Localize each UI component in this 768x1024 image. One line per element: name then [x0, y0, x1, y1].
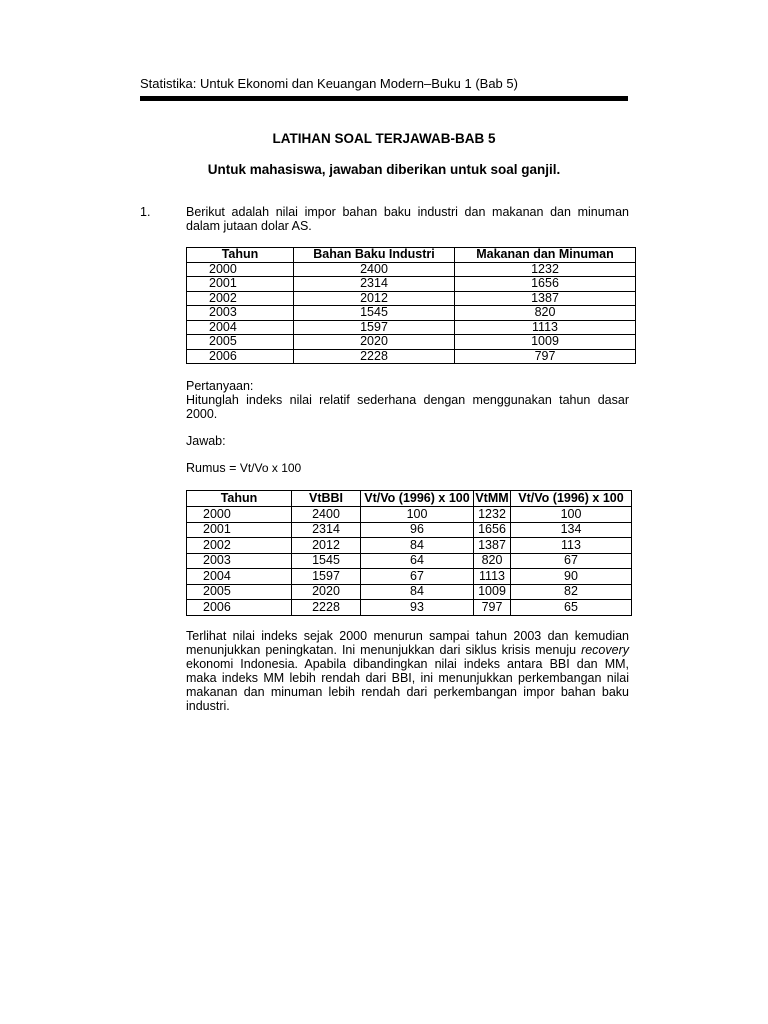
question-text: Berikut adalah nilai impor bahan baku industri dan makanan dan minuman dalam jutaan dolar AS. — [186, 205, 629, 233]
table-header-row — [187, 491, 632, 507]
table-row — [187, 262, 636, 277]
header-rule — [140, 96, 628, 101]
cell-year: 2002 — [187, 291, 294, 306]
cell-vtbbi: 2012 — [292, 538, 361, 554]
cell-year: 2003 — [187, 306, 294, 321]
conclusion-paragraph — [186, 629, 629, 713]
formula-body: Vt/Vo x 100 — [239, 461, 302, 475]
cell-index-mm: 113 — [511, 538, 632, 554]
answer-label: Jawab: — [186, 434, 226, 448]
table-row — [187, 538, 632, 554]
cell-year: 2001 — [187, 277, 294, 292]
cell-year: 2005 — [187, 584, 292, 600]
cell-mm: 1656 — [455, 277, 636, 292]
cell-index-mm: 67 — [511, 553, 632, 569]
table-row — [187, 335, 636, 350]
cell-year: 2004 — [187, 569, 292, 585]
cell-index-bbi: 84 — [361, 538, 474, 554]
cell-vtbbi: 2020 — [292, 584, 361, 600]
table-row — [187, 277, 636, 292]
table-row — [187, 349, 636, 364]
cell-bbi: 2020 — [294, 335, 455, 350]
cell-vtbbi: 2314 — [292, 522, 361, 538]
cell-vtmm: 820 — [474, 553, 511, 569]
cell-mm: 1232 — [455, 262, 636, 277]
conclusion-part-1: Terlihat nilai indeks sejak 2000 menurun sampai tahun 2003 dan kemudian menunjukkan peningkatan. Ini menunjukkan dari siklus krisis menuju — [186, 629, 629, 657]
cell-year: 2000 — [187, 507, 292, 523]
table-row — [187, 522, 632, 538]
cell-index-bbi: 100 — [361, 507, 474, 523]
cell-vtbbi: 1545 — [292, 553, 361, 569]
cell-index-mm: 100 — [511, 507, 632, 523]
column-header-year: Tahun — [187, 491, 292, 507]
cell-vtmm: 1387 — [474, 538, 511, 554]
table-row — [187, 507, 632, 523]
cell-vtbbi: 1597 — [292, 569, 361, 585]
table-row — [187, 553, 632, 569]
cell-vtbbi: 2228 — [292, 600, 361, 616]
cell-mm: 1113 — [455, 320, 636, 335]
column-header-vtmm: VtMM — [475, 490, 509, 505]
formula-prefix: Rumus = — [186, 461, 240, 475]
import-value-table — [186, 247, 636, 364]
cell-index-mm: 134 — [511, 522, 632, 538]
index-table — [186, 490, 632, 616]
page-subtitle: Untuk mahasiswa, jawaban diberikan untuk soal ganjil. — [207, 162, 561, 177]
column-header-index-mm: Vt/Vo (1996) x 100 — [511, 491, 632, 507]
cell-year: 2004 — [187, 320, 294, 335]
cell-index-mm: 82 — [511, 584, 632, 600]
cell-index-bbi: 64 — [361, 553, 474, 569]
cell-bbi: 2400 — [294, 262, 455, 277]
cell-mm: 1009 — [455, 335, 636, 350]
cell-index-bbi: 93 — [361, 600, 474, 616]
table-row — [187, 584, 632, 600]
page-title: LATIHAN SOAL TERJAWAB-BAB 5 — [272, 131, 496, 146]
column-header-year: Tahun — [187, 248, 294, 263]
question-prompt-text: Hitunglah indeks nilai relatif sederhana dengan menggunakan tahun dasar 2000. — [186, 393, 629, 421]
cell-year: 2001 — [187, 522, 292, 538]
cell-index-bbi: 96 — [361, 522, 474, 538]
running-header: Statistika: Untuk Ekonomi dan Keuangan Modern–Buku 1 (Bab 5) — [140, 76, 518, 91]
cell-vtmm: 1009 — [474, 584, 511, 600]
cell-bbi: 2012 — [294, 291, 455, 306]
cell-year: 2005 — [187, 335, 294, 350]
cell-vtmm: 1113 — [474, 569, 511, 585]
conclusion-part-2: ekonomi Indonesia. Apabila dibandingkan nilai indeks antara BBI dan MM, maka indeks MM lebih rendah dari BBI, ini menunjukkan perkembangan nilai makanan dan minuman lebih rendah dari perkembangan impor bahan baku industri. — [186, 657, 629, 713]
column-header-index-bbi: Vt/Vo (1996) x 100 — [361, 491, 474, 507]
column-header-vtbbi: VtBBI — [292, 491, 361, 507]
cell-mm: 820 — [455, 306, 636, 321]
table-row — [187, 291, 636, 306]
cell-year: 2006 — [187, 349, 294, 364]
cell-year: 2003 — [187, 553, 292, 569]
formula — [186, 461, 629, 475]
cell-index-bbi: 67 — [361, 569, 474, 585]
cell-bbi: 2228 — [294, 349, 455, 364]
column-header-bbi: Bahan Baku Industri — [294, 248, 455, 263]
cell-vtmm: 1232 — [474, 507, 511, 523]
table-header-row — [187, 248, 636, 263]
cell-vtbbi: 2400 — [292, 507, 361, 523]
cell-vtmm: 1656 — [474, 522, 511, 538]
table-row — [187, 306, 636, 321]
table-row — [187, 569, 632, 585]
column-header-mm: Makanan dan Minuman — [455, 248, 636, 263]
question-number: 1. — [140, 205, 151, 219]
cell-year: 2000 — [187, 262, 294, 277]
cell-vtmm: 797 — [474, 600, 511, 616]
table-row — [187, 600, 632, 616]
cell-mm: 797 — [455, 349, 636, 364]
cell-mm: 1387 — [455, 291, 636, 306]
cell-index-mm: 65 — [511, 600, 632, 616]
cell-year: 2006 — [187, 600, 292, 616]
cell-bbi: 2314 — [294, 277, 455, 292]
question-prompt-label: Pertanyaan: — [186, 379, 254, 393]
cell-bbi: 1597 — [294, 320, 455, 335]
cell-index-mm: 90 — [511, 569, 632, 585]
conclusion-italic-term: recovery — [581, 643, 629, 657]
cell-bbi: 1545 — [294, 306, 455, 321]
cell-index-bbi: 84 — [361, 584, 474, 600]
cell-year: 2002 — [187, 538, 292, 554]
table-row — [187, 320, 636, 335]
